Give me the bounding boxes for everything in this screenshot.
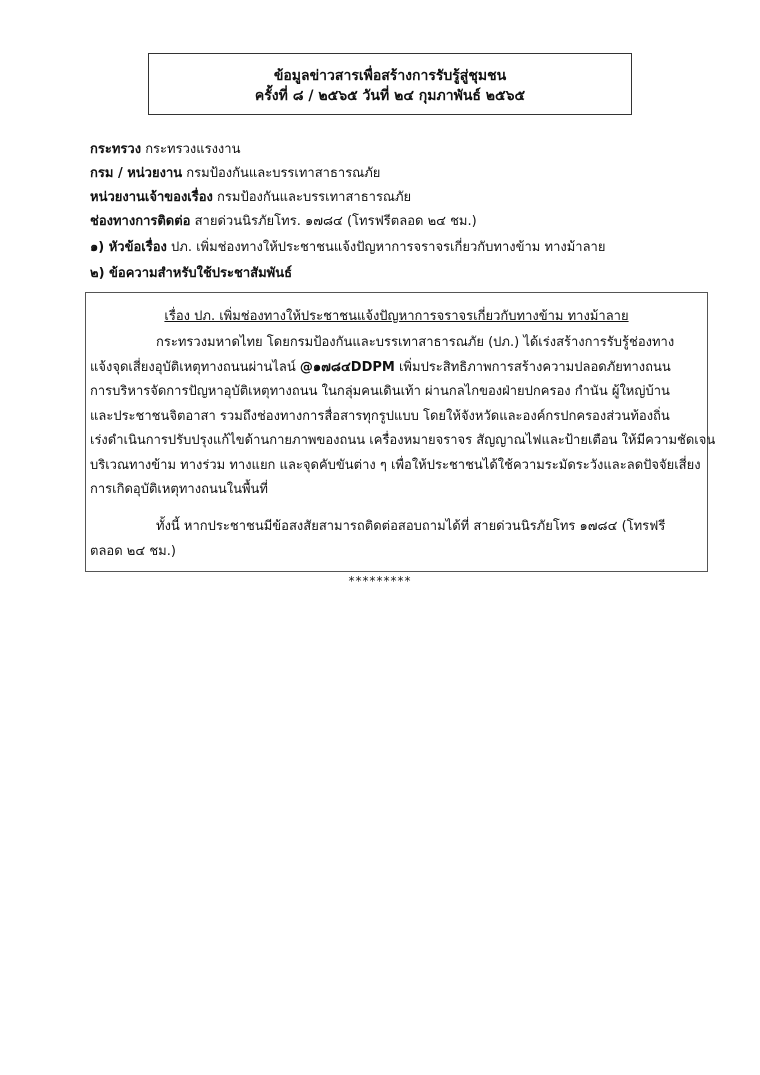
paragraph-line: การเกิดอุบัติเหตุทางถนนในพื้นที่ [90, 482, 268, 497]
department-row [90, 165, 710, 183]
end-marker: ********* [348, 574, 412, 588]
paragraph-line: การบริหารจัดการปัญหาอุบัติเหตุทางถนน ในกลุ่มคนเดินเท้า ผ่านกลไกของฝ่ายปกครอง กำนัน ผู้ใหญ่บ้าน [90, 384, 670, 399]
paragraph-line: และประชาชนจิตอาสา รวมถึงช่องทางการสื่อสารทุกรูปแบบ โดยให้จังหวัดและองค์กรปกครองส่วนท้องถิ่น [90, 408, 670, 424]
header-issue-date: ครั้งที่ ๘ / ๒๕๖๕ วันที่ ๒๔ กุมภาพันธ์ ๒๕๖๕ [254, 88, 526, 104]
line-text: แจ้งจุดเสี่ยงอุบัติเหตุทางถนนผ่านไลน์ [90, 359, 300, 375]
paragraph-line: ตลอด ๒๔ ชม.) [90, 543, 176, 559]
ministry-row [90, 141, 710, 159]
owner-row [90, 189, 710, 207]
contact-value: สายด่วนนิรภัยโทร. ๑๗๘๔ (โทรฟรีตลอด ๒๔ ชม.) [194, 214, 477, 229]
line-text: เพิ่มประสิทธิภาพการสร้างความปลอดภัยทางถนน [394, 359, 671, 375]
topic-value: ปภ. เพิ่มช่องทางให้ประชาชนแจ้งปัญหาการจราจรเกี่ยวกับทางข้าม ทางม้าลาย [171, 240, 606, 255]
contact-row [90, 213, 710, 231]
article-box [85, 292, 716, 572]
paragraph-line: ทั้งนี้ หากประชาชนมีข้อสงสัยสามารถติดต่อสอบถามได้ที่ สายด่วนนิรภัยโทร ๑๗๘๔ (โทรฟรี [156, 519, 666, 534]
paragraph-line [90, 356, 702, 381]
pr-label: ๒) ข้อความสำหรับใช้ประชาสัมพันธ์ [90, 266, 293, 281]
contact-label: ช่องทางการติดต่อ [90, 214, 191, 229]
paragraph-line: บริเวณทางข้าม ทางร่วม ทางแยก และจุดคับขันต่าง ๆ เพื่อให้ประชาชนได้ใช้ความระมัดระวังและลดปัจจัยเสี่ยง [90, 457, 701, 473]
article-paragraph-2 [90, 515, 702, 564]
ministry-label: กระทรวง [90, 142, 142, 157]
paragraph-line: เร่งดำเนินการปรับปรุงแก้ไขด้านกายภาพของถนน เครื่องหมายจราจร สัญญาณไฟและป้ายเตือน ให้มีความชัดเจน [90, 433, 716, 448]
header-title: ข้อมูลข่าวสารเพื่อสร้างการรับรู้สู่ชุมชน [273, 68, 507, 84]
line-id: @๑๗๘๔DDPM [299, 359, 395, 375]
ministry-value: กระทรวงแรงงาน [145, 142, 241, 157]
article-title: เรื่อง ปภ. เพิ่มช่องทางให้ประชาชนแจ้งปัญหาการจราจรเกี่ยวกับทางข้าม ทางม้าลาย [164, 309, 629, 324]
paragraph-line: กระทรวงมหาดไทย โดยกรมป้องกันและบรรเทาสาธารณภัย (ปภ.) ได้เร่งสร้างการรับรู้ช่องทาง [156, 335, 675, 350]
pr-row [90, 265, 710, 283]
topic-row [90, 239, 710, 257]
department-value: กรมป้องกันและบรรเทาสาธารณภัย [186, 166, 381, 181]
owner-value: กรมป้องกันและบรรเทาสาธารณภัย [217, 190, 412, 205]
owner-label: หน่วยงานเจ้าของเรื่อง [90, 190, 213, 205]
department-label: กรม / หน่วยงาน [90, 166, 183, 181]
topic-label: ๑) หัวข้อเรื่อง [90, 240, 167, 255]
header-box [148, 53, 632, 115]
article-paragraph-1 [90, 331, 716, 503]
